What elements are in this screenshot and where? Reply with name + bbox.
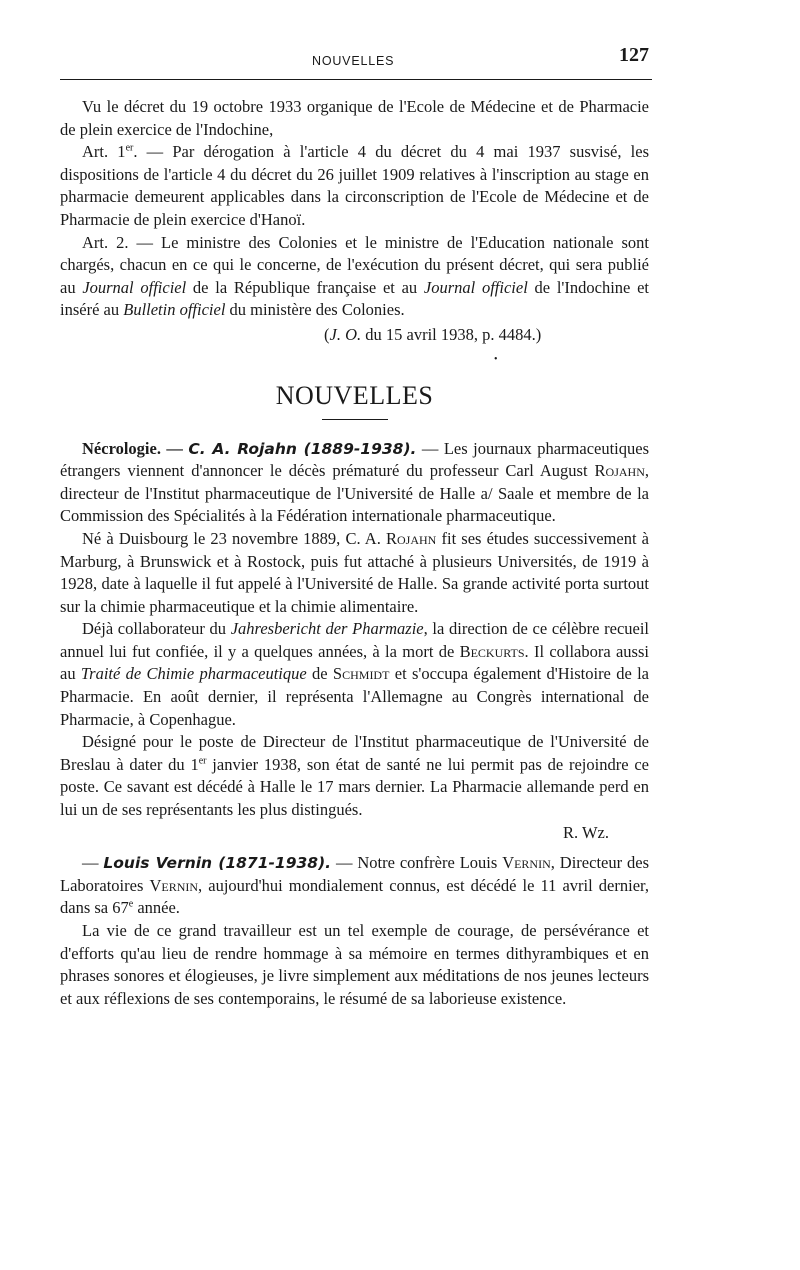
rojahn-signature-row	[60, 822, 649, 845]
rojahn-paragraph-3: Déjà collaborateur du Jahresbericht der Pharmazie, la direction de ce célèbre recueil annuel lui fut confiée, il y a quelques années, à la mort de Beckurts. Il collabora aussi au Traité de Chimie pharmaceutique de Schmidt et s'occupa également d'Histoire de la Pharmacie. En août dernier, il représenta l'Allemagne au Congrès international de Pharmacie, à Copenhague.	[60, 619, 650, 729]
decree-article-1: Art. 1er. — Par dérogation à l'article 4 du décret du 4 mai 1937 susvisé, les dispositions de l'article 4 du décret du 26 juillet 1909 relatives à l'inscription au stage en pharmacie demeurent applicables dans la circonscription de l'Ecole de Médecine et de Pharmacie de plein exercice d'Hanoï.	[60, 142, 649, 229]
decree-article-2: Art. 2. — Le ministre des Colonies et le ministre de l'Education nationale sont chargés, chacun en ce qui le concerne, de l'exécution du présent décret, qui sera publié au Journal officiel de la République française et au Journal officiel de l'Indochine et inséré au Bulletin officiel du ministère des Colonies.	[60, 232, 650, 320]
rojahn-heading-label: Nécrologie. —	[82, 438, 189, 458]
section-rule	[322, 419, 388, 420]
rojahn-signature: R. Wz.	[563, 822, 609, 842]
page-number: 127	[619, 44, 649, 66]
decree-source-citation: (J. O. du 15 avril 1938, p. 4484.)	[324, 324, 542, 344]
rojahn-paragraph-4: Désigné pour le poste de Directeur de l'Institut pharmaceutique de l'Université de Breslau à dater du 1er janvier 1938, son état de santé ne lui permit pas de rejoindre ce poste. Ce savant est décédé à Halle le 17 mars dernier. La Pharmacie allemande perd en lui un de ses représentants les plus distingués.	[60, 732, 650, 820]
vernin-heading-name: Louis Vernin (1871-1938).	[103, 854, 332, 873]
vernin-paragraph-2: La vie de ce grand travailleur est un tel exemple de courage, de persévérance et d'efforts qu'au lieu de rendre hommage à sa mémoire en termes dithyrambiques et en phrases sonores et élogieuses, je livre simplement aux méditations de nos jeunes lecteurs et aux réflexions de ses contemporains, le résumé de sa laborieuse existence.	[60, 921, 649, 1008]
rojahn-heading-name: C. A. Rojahn (1889-1938).	[188, 439, 417, 458]
page-body	[60, 96, 649, 1010]
section-title: NOUVELLES	[275, 380, 434, 410]
header-rule	[60, 79, 652, 80]
vernin-paragraph-1: — Louis Vernin (1871-1938). — Notre confrère Louis Vernin, Directeur des Laboratoires Vernin, aujourd'hui mondialement connus, est décédé le 11 avril dernier, dans sa 67e année.	[60, 853, 649, 918]
ornament-dot: •	[494, 353, 498, 365]
decree-preamble: Vu le décret du 19 octobre 1933 organique de l'Ecole de Médecine et de Pharmacie de plein exercice de l'Indochine,	[60, 97, 649, 139]
running-title: NOUVELLES	[312, 54, 395, 68]
rojahn-paragraph-1: Nécrologie. — C. A. Rojahn (1889-1938). — Les journaux pharmaceutiques étrangers viennent d'annoncer le décès prématuré du professeur Carl August Rojahn, directeur de l'Institut pharmaceutique de l'Université de Halle a/ Saale et membre de la Commission des Spécialités à la Fédération internationale pharmaceutique.	[60, 438, 650, 526]
rojahn-paragraph-2: Né à Duisbourg le 23 novembre 1889, C. A. Rojahn fit ses études successivement à Marburg, à Brunswick et à Rostock, puis fut attaché à plusieurs Universités, de 1919 à 1928, date à laquelle il fut appelé à l'Université de Halle. Sa grande activité porta surtout sur la chimie pharmaceutique et la chimie alimentaire.	[60, 528, 649, 616]
